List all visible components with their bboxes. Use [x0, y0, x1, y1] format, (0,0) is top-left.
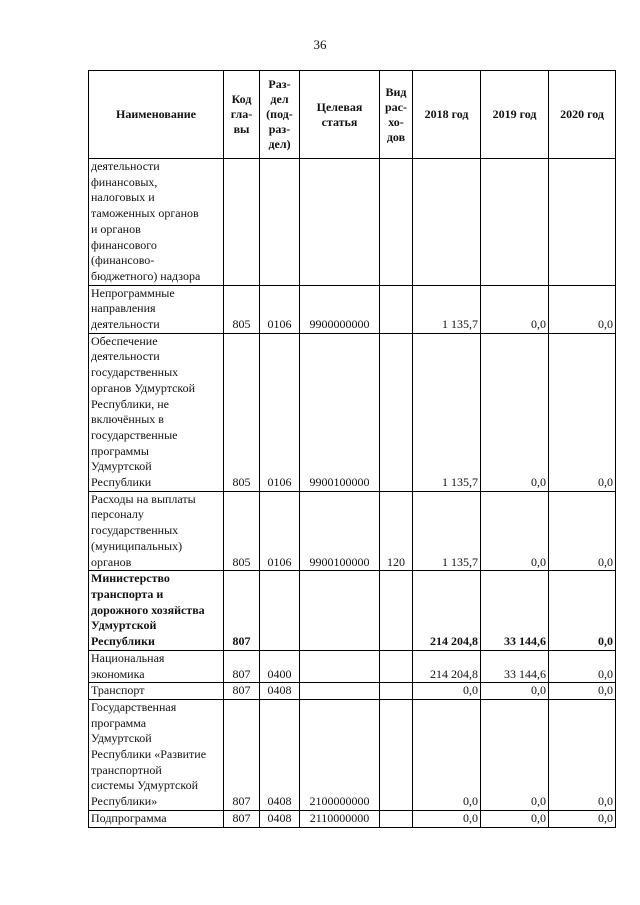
cell-2020 [549, 159, 616, 286]
cell-chapter-code: 807 [224, 650, 260, 682]
cell-2019: 0,0 [481, 333, 549, 491]
cell-chapter-code: 807 [224, 571, 260, 651]
cell-chapter-code: 807 [224, 810, 260, 827]
cell-2019: 0,0 [481, 491, 549, 571]
header-2018: 2018 год [413, 71, 481, 159]
cell-expense-type: 120 [380, 491, 413, 571]
cell-expense-type [380, 571, 413, 651]
cell-name: Расходы на выплаты персоналу государственных (муниципальных) органов [89, 491, 224, 571]
cell-chapter-code [224, 159, 260, 286]
cell-2019: 33 144,6 [481, 650, 549, 682]
cell-expense-type [380, 810, 413, 827]
cell-name: Подпрограмма [89, 810, 224, 827]
table-row [89, 491, 616, 571]
cell-chapter-code: 807 [224, 683, 260, 700]
table-row [89, 333, 616, 491]
cell-2020: 0,0 [549, 571, 616, 651]
cell-target-article: 2110000000 [300, 810, 380, 827]
table-row [89, 285, 616, 333]
cell-name: Министерство транспорта и дорожного хозяйства Удмуртской Республики [89, 571, 224, 651]
cell-section-code: 0408 [260, 683, 300, 700]
cell-2018: 214 204,8 [413, 650, 481, 682]
table-row [89, 159, 616, 286]
cell-target-article [300, 159, 380, 286]
cell-name: Непрограммные направления деятельности [89, 285, 224, 333]
table-row [89, 810, 616, 827]
cell-2019: 0,0 [481, 285, 549, 333]
cell-2020: 0,0 [549, 683, 616, 700]
cell-2018: 0,0 [413, 699, 481, 810]
cell-expense-type [380, 650, 413, 682]
table-row [89, 650, 616, 682]
header-2019: 2019 год [481, 71, 549, 159]
cell-2020: 0,0 [549, 333, 616, 491]
cell-section-code: 0106 [260, 491, 300, 571]
cell-target-article: 2100000000 [300, 699, 380, 810]
cell-section-code: 0106 [260, 285, 300, 333]
cell-target-article [300, 571, 380, 651]
cell-chapter-code: 805 [224, 285, 260, 333]
cell-chapter-code: 805 [224, 491, 260, 571]
header-chapter: Код гла- вы [224, 71, 260, 159]
header-section: Раз- дел (под- раз- дел) [260, 71, 300, 159]
cell-section-code: 0106 [260, 333, 300, 491]
cell-2018: 1 135,7 [413, 285, 481, 333]
cell-2020: 0,0 [549, 285, 616, 333]
cell-section-code [260, 571, 300, 651]
cell-2020: 0,0 [549, 810, 616, 827]
budget-table [88, 70, 616, 828]
cell-name: Государственная программа Удмуртской Республики «Развитие транспортной системы Удмуртской Республики» [89, 699, 224, 810]
cell-2019: 0,0 [481, 683, 549, 700]
cell-expense-type [380, 159, 413, 286]
table-row [89, 683, 616, 700]
cell-2019: 33 144,6 [481, 571, 549, 651]
cell-2018: 214 204,8 [413, 571, 481, 651]
header-expense: Вид рас- хо- дов [380, 71, 413, 159]
cell-name: Обеспечение деятельности государственных органов Удмуртской Республики, не включённых в государственные программы Удмуртской Республики [89, 333, 224, 491]
header-2020: 2020 год [549, 71, 616, 159]
cell-2018 [413, 159, 481, 286]
cell-target-article [300, 650, 380, 682]
cell-2018: 1 135,7 [413, 491, 481, 571]
header-target: Целевая статья [300, 71, 380, 159]
table-row [89, 571, 616, 651]
cell-2018: 0,0 [413, 810, 481, 827]
cell-section-code: 0408 [260, 699, 300, 810]
header-row [89, 71, 616, 159]
page-number: 36 [313, 37, 327, 52]
cell-2019 [481, 159, 549, 286]
cell-target-article: 9900100000 [300, 491, 380, 571]
cell-2020: 0,0 [549, 699, 616, 810]
cell-name: Транспорт [89, 683, 224, 700]
cell-section-code [260, 159, 300, 286]
cell-2020: 0,0 [549, 491, 616, 571]
cell-2020: 0,0 [549, 650, 616, 682]
cell-name: деятельности финансовых, налоговых и таможенных органов и органов финансового (финансово- бюджетного) надзора [89, 159, 224, 286]
cell-chapter-code: 805 [224, 333, 260, 491]
cell-2018: 0,0 [413, 683, 481, 700]
cell-target-article [300, 683, 380, 700]
cell-expense-type [380, 285, 413, 333]
cell-expense-type [380, 683, 413, 700]
table-row [89, 699, 616, 810]
table-body [89, 159, 616, 828]
header-name: Наименование [89, 71, 224, 159]
cell-target-article: 9900000000 [300, 285, 380, 333]
cell-section-code: 0408 [260, 810, 300, 827]
cell-2018: 1 135,7 [413, 333, 481, 491]
cell-2019: 0,0 [481, 810, 549, 827]
cell-target-article: 9900100000 [300, 333, 380, 491]
cell-chapter-code: 807 [224, 699, 260, 810]
cell-name: Национальная экономика [89, 650, 224, 682]
cell-expense-type [380, 699, 413, 810]
cell-section-code: 0400 [260, 650, 300, 682]
cell-2019: 0,0 [481, 699, 549, 810]
cell-expense-type [380, 333, 413, 491]
